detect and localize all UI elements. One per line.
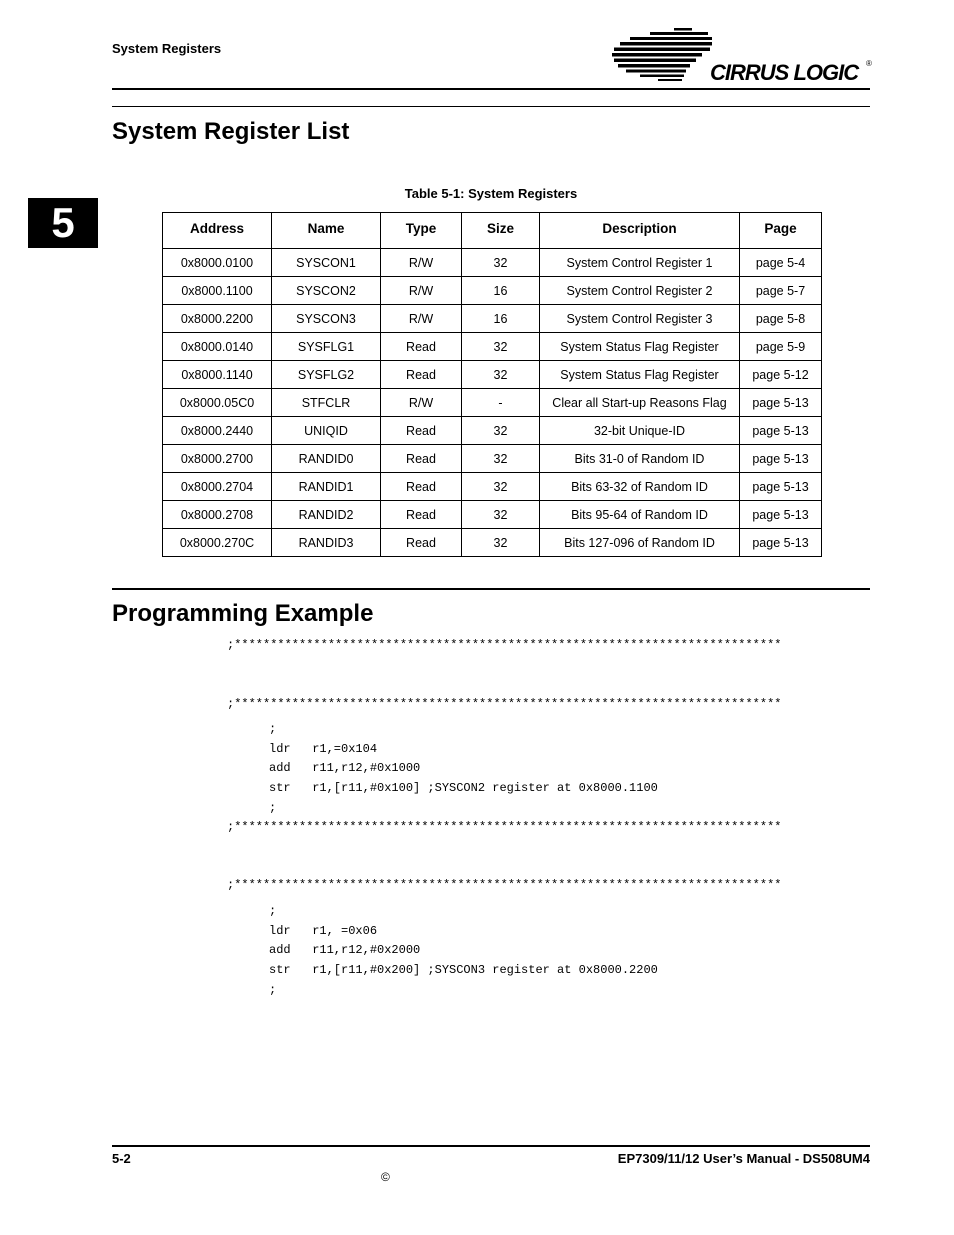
table-cell: R/W [381, 277, 462, 305]
table-cell: RANDID0 [272, 445, 381, 473]
table-cell: 0x8000.2700 [163, 445, 272, 473]
table-cell: RANDID1 [272, 473, 381, 501]
table-cell: 0x8000.270C [163, 529, 272, 557]
table-cell: R/W [381, 249, 462, 277]
table-cell: Read [381, 501, 462, 529]
company-logo [612, 26, 874, 84]
table-cell: page 5-13 [740, 473, 822, 501]
column-header: Size [462, 213, 540, 244]
table-cell: 16 [462, 305, 540, 333]
code-comment-line: ;**************************************************************************** [227, 878, 782, 892]
table-cell: STFCLR [272, 389, 381, 417]
register-table [162, 212, 822, 557]
column-header: Page [740, 213, 822, 244]
header-rule-thin [112, 106, 870, 107]
table-cell: 32 [462, 529, 540, 557]
table-cell: page 5-13 [740, 445, 822, 473]
table-cell: RANDID3 [272, 529, 381, 557]
table-cell: Read [381, 361, 462, 389]
table-cell: page 5-8 [740, 305, 822, 333]
table-cell: SYSCON1 [272, 249, 381, 277]
table-cell: SYSCON3 [272, 305, 381, 333]
table-cell: 0x8000.2708 [163, 501, 272, 529]
table-cell: 32 [462, 445, 540, 473]
manual-title: EP7309/11/12 User’s Manual - DS508UM4 [617, 1151, 870, 1166]
table-row [163, 473, 822, 501]
table-row [163, 305, 822, 333]
table-cell: Read [381, 417, 462, 445]
code-comment-line: ;**************************************************************************** [227, 638, 782, 652]
table-cell: Bits 127-096 of Random ID [540, 529, 740, 557]
table-cell: page 5-12 [740, 361, 822, 389]
chapter-tab: 5 [28, 198, 98, 248]
table-row [163, 529, 822, 557]
table-cell: Read [381, 529, 462, 557]
section-heading: Programming Example [112, 600, 374, 627]
table-cell: page 5-9 [740, 333, 822, 361]
table-cell: SYSCON2 [272, 277, 381, 305]
table-cell: 0x8000.0100 [163, 249, 272, 277]
table-cell: Bits 63-32 of Random ID [540, 473, 740, 501]
table-cell: 0x8000.2704 [163, 473, 272, 501]
table-row [163, 417, 822, 445]
code-block: ; ldr r1, =0x06 add r11,r12,#0x2000 str r1,[r11,#0x200] ;SYSCON3 register at 0x8000.2200 ; [269, 904, 658, 997]
table-row [163, 333, 822, 361]
table-row [163, 501, 822, 529]
svg-text:®: ® [866, 59, 872, 68]
table-row [163, 277, 822, 305]
table-cell: 0x8000.1100 [163, 277, 272, 305]
table-header-row [163, 213, 822, 244]
table-cell: Read [381, 333, 462, 361]
table-cell: page 5-13 [740, 389, 822, 417]
header-rule-thick [112, 88, 870, 90]
table-cell: 32 [462, 333, 540, 361]
table-row [163, 361, 822, 389]
table-cell: R/W [381, 305, 462, 333]
table-cell: page 5-13 [740, 417, 822, 445]
table-cell: UNIQID [272, 417, 381, 445]
code-block: ; ldr r1,=0x104 add r11,r12,#0x1000 str r1,[r11,#0x100] ;SYSCON2 register at 0x8000.1100 ; [269, 722, 658, 815]
running-header-title: System Registers [112, 41, 222, 56]
table-cell: System Status Flag Register [540, 333, 740, 361]
table-cell: 0x8000.2200 [163, 305, 272, 333]
table-cell: R/W [381, 389, 462, 417]
table-cell: 0x8000.2440 [163, 417, 272, 445]
section-heading: System Register List [112, 118, 350, 145]
table-cell: Bits 31-0 of Random ID [540, 445, 740, 473]
column-header: Address [163, 213, 272, 244]
table-cell: Read [381, 445, 462, 473]
table-cell: 0x8000.1140 [163, 361, 272, 389]
table-cell: 32-bit Unique-ID [540, 417, 740, 445]
table-cell: SYSFLG2 [272, 361, 381, 389]
table-row [163, 249, 822, 277]
table-cell: System Status Flag Register [540, 361, 740, 389]
table-row [163, 389, 822, 417]
page-number: 5-2 [112, 1151, 131, 1166]
table-cell: - [462, 389, 540, 417]
table-cell: Read [381, 473, 462, 501]
table-cell: 0x8000.05C0 [163, 389, 272, 417]
column-header: Name [272, 213, 381, 244]
code-comment-line: ;**************************************************************************** [227, 820, 782, 834]
table-cell: System Control Register 3 [540, 305, 740, 333]
column-header: Type [381, 213, 462, 244]
table-cell: 32 [462, 417, 540, 445]
table-row [163, 445, 822, 473]
column-header: Description [540, 213, 740, 244]
table-cell: 32 [462, 473, 540, 501]
table-cell: page 5-7 [740, 277, 822, 305]
table-cell: System Control Register 2 [540, 277, 740, 305]
table-cell: page 5-4 [740, 249, 822, 277]
table-cell: Clear all Start-up Reasons Flag [540, 389, 740, 417]
svg-text:CIRRUS LOGIC: CIRRUS LOGIC [710, 60, 859, 84]
section-rule [112, 588, 870, 590]
copyright-symbol: © [381, 1170, 390, 1184]
table-cell: 32 [462, 361, 540, 389]
table-cell: 16 [462, 277, 540, 305]
table-cell: 32 [462, 249, 540, 277]
code-comment-line: ;**************************************************************************** [227, 697, 782, 711]
footer-rule [112, 1145, 870, 1147]
table-cell: 32 [462, 501, 540, 529]
table-caption: Table 5-1: System Registers [404, 186, 578, 201]
table-cell: Bits 95-64 of Random ID [540, 501, 740, 529]
table-cell: RANDID2 [272, 501, 381, 529]
table-cell: SYSFLG1 [272, 333, 381, 361]
table-cell: page 5-13 [740, 501, 822, 529]
table-cell: System Control Register 1 [540, 249, 740, 277]
table-cell: 0x8000.0140 [163, 333, 272, 361]
table-cell: page 5-13 [740, 529, 822, 557]
